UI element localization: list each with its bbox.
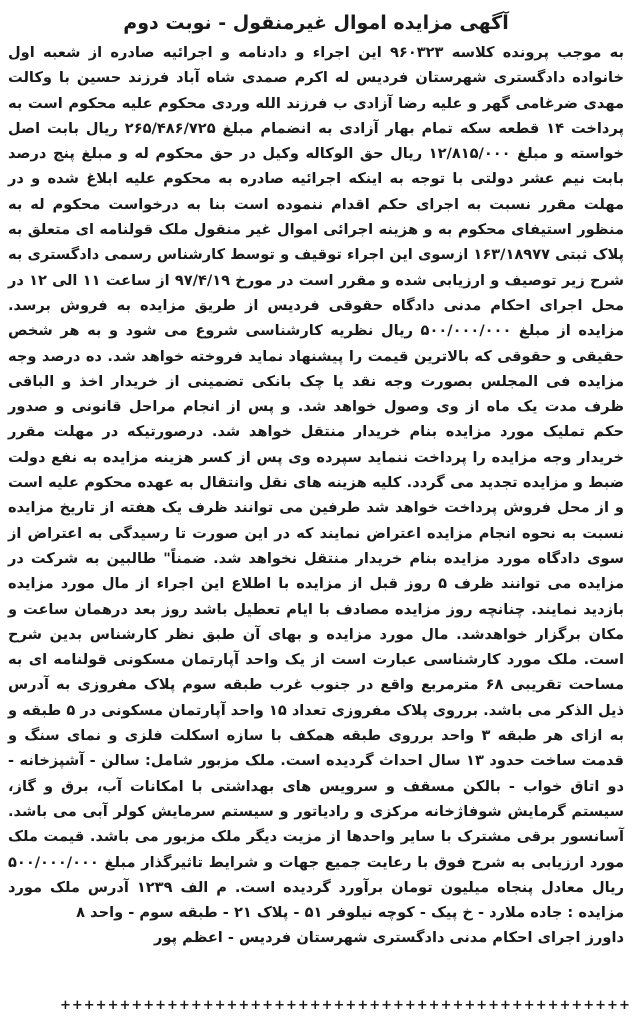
notice-signature: داورز اجرای احکام مدنی دادگستری شهرستان فردیس - اعظم پور: [154, 929, 624, 947]
separator-line: ++++++++++++++++++++++++++++++++++++++++++++++++: [60, 998, 631, 1013]
notice-body: [8, 40, 624, 951]
notice-paragraph: به موجب پرونده کلاسه ۹۶۰۳۲۳ این اجراء و دادنامه و اجرائیه صادره از شعبه اول خانواده دادگستری شهرستان فردیس له اکرم صمدی شاه آباد فرزند حسین با وکالت مهدی ضرغامی گهر و علیه رضا آزادی ب فرزند الله وردی محکوم علیه محکوم است به پرداخت ۱۴ قطعه سکه تمام بهار آزادی به انضمام مبلغ ۲۶۵/۴۸۶/۷۲۵ ریال بابت اصل خواسته و مبلغ ۱۲/۸۱۵/۰۰۰ ریال حق الوکاله وکیل در حق محکوم له و مبلغ پنج درصد بابت نیم عشر دولتی با توجه به اینکه اجرائیه صادره به محکوم علیه ابلاغ شده و در مهلت مقرر نسبت به اجرای حکم اقدام ننموده است بنا به درخواست محکوم له به منظور استیفای محکوم به و هزینه اجرائی اموال غیر منقول ملک قولنامه ای متعلق به پلاک ثبتی ۱۶۳/۱۸۹۷۷ ازسوی این اجراء توقیف و توسط کارشناس رسمی دادگستری به شرح زیر توصیف و ارزیابی شده و مقرر است در مورخ ۹۷/۴/۱۹ از ساعت ۱۱ الی ۱۲ در محل اجرای احکام مدنی دادگاه حقوقی فردیس از طریق مزایده به فروش برسد. مزایده از مبلغ ۵۰۰/۰۰۰/۰۰۰ ریال نظریه کارشناسی شروع می شود و به هر شخص حقیقی و حقوقی که بالاترین قیمت را پیشنهاد نماید فروخته خواهد شد. ده درصد وجه مزایده فی المجلس بصورت وجه نقد یا چک بانکی تضمینی از خریدار اخذ و الباقی ظرف مدت یک ماه از وی وصول خواهد شد. و پس از انجام مراحل قانونی و صدور حکم تملیک مورد مزایده بنام خریدار منتقل خواهد شد. درصورتیکه در مهلت مقرر خریدار وجه مزایده را پرداخت ننماید سپرده وی پس از کسر هزینه مزایده به نفع دولت ضبط و مزایده تجدید می گردد. کلیه هزینه های نقل وانتقال به عهده محکوم علیه است و از محل فروش پرداخت خواهد شد طرفین می توانند ظرف یک هفته از تاریخ مزایده نسبت به نحوه انجام مزایده اعتراض نمایند که در این صورت تا رسیدگی به اعتراض از سوی دادگاه مورد مزایده بنام خریدار منتقل نخواهد شد. ضمناً" طالبین به شرکت در مزایده می توانند ظرف ۵ روز قبل از مزایده با اطلاع این اجراء از مال مورد مزایده بازدید نمایند. چنانچه روز مزایده مصادف با ایام تعطیل باشد روز بعد درهمان ساعت و مکان برگزار خواهدشد. مال مورد مزایده و بهای آن طبق نظر کارشناس بدین شرح است. ملک مورد کارشناسی عبارت است از یک واحد آپارتمان مسکونی قولنامه ای به مساحت تقریبی ۶۸ مترمربع واقع در جنوب غرب طبقه سوم پلاک مفروزی به آدرس ذیل الذکر می باشد. برروی پلاک مفروزی تعداد ۱۵ واحد آپارتمان مسکونی در ۵ طبقه و به ازای هر طبقه ۳ واحد برروی طبقه همکف با سازه اسکلت فلزی و نمای سنگ و قدمت ساخت حدود ۱۳ سال احداث گردیده است. ملک مزبور شامل: سالن - آشپزخانه - دو اتاق خواب - بالکن مسقف و سرویس های بهداشتی با امکانات آب، برق و گاز، سیستم گرمایش شوفاژخانه مرکزی و رادیاتور و سیستم سرمایش کولر آبی می باشد. آسانسور برقی مشترک با سایر واحدها از مزیت دیگر ملک مزبور می باشد. قیمت ملک مورد ارزیابی به شرح فوق با رعایت جمیع جهات و شرایط تاثیرگذار مبلغ ۵۰۰/۰۰۰/۰۰۰ ریال معادل پنجاه میلیون تومان برآورد گردیده است. م الف ۱۲۳۹ آدرس ملک مورد مزایده : جاده ملارد - خ پیک - کوچه نیلوفر ۵۱ - پلاک ۲۱ - طبقه سوم - واحد ۸: [8, 44, 625, 922]
notice-title: آگهی مزایده اموال غیرمنقول - نوبت دوم: [123, 12, 509, 34]
